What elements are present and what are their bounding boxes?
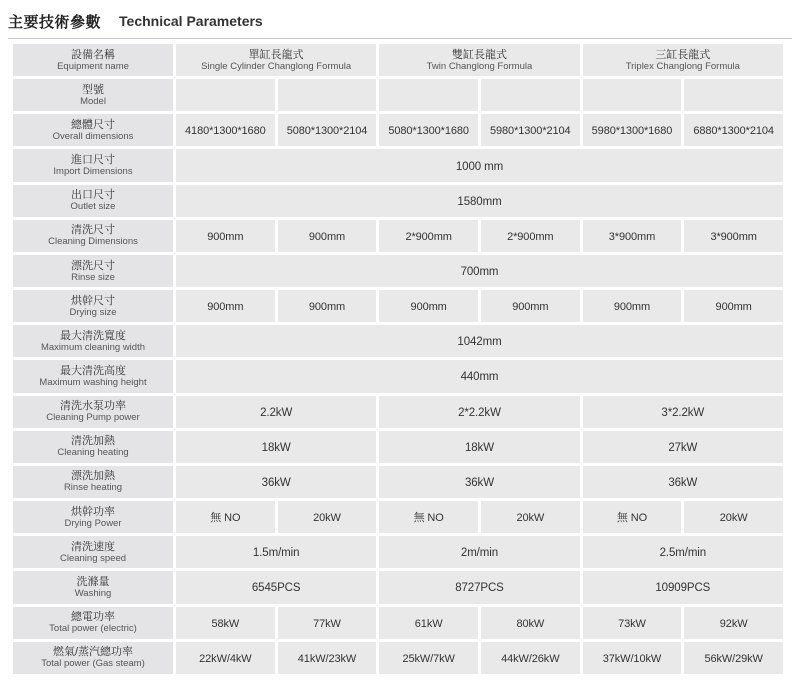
row-label-chinese: 設備名稱	[71, 48, 115, 61]
cell-value: 2*900mm	[507, 230, 554, 243]
table-cell	[684, 79, 783, 111]
table-cell	[481, 220, 580, 252]
equipment-group-single	[176, 44, 376, 76]
row-label-chinese: 最大清洗高度	[60, 364, 126, 377]
cell-value: 5080*1300*1680	[388, 125, 469, 138]
equipment-group-triplex	[583, 44, 783, 76]
cell-value: 22kW/4kW	[199, 652, 252, 665]
table-cell	[684, 501, 783, 533]
table-row	[13, 290, 783, 322]
row-label-chinese: 總體尺寸	[71, 118, 115, 131]
table-cell	[379, 642, 478, 674]
equipment-name-english: Single Cylinder Changlong Formula	[201, 60, 352, 72]
row-label-chinese: 最大清洗寬度	[60, 329, 126, 342]
cell-value: 900mm	[715, 301, 752, 314]
table-row	[13, 501, 783, 533]
cell-value: 5080*1300*2104	[286, 125, 368, 138]
row-label-english: Overall dimensions	[52, 130, 134, 142]
cell-value: 73kW	[618, 617, 646, 630]
cell-value: 900mm	[207, 301, 244, 314]
row-label-english: Equipment name	[57, 60, 129, 72]
table-row	[13, 185, 783, 217]
table-cell	[583, 79, 682, 111]
row-label-chinese: 烘幹功率	[71, 505, 115, 518]
cell-value: 440mm	[460, 371, 499, 384]
table-cell	[176, 466, 376, 498]
equipment-name-english: Twin Changlong Formula	[426, 60, 533, 72]
table-row	[13, 396, 783, 428]
cell-value: 20kW	[516, 512, 545, 525]
table-body	[13, 44, 783, 674]
cell-value: 10909PCS	[655, 582, 711, 595]
table-row	[13, 571, 783, 603]
cell-value: 無 NO	[616, 512, 648, 525]
row-label	[13, 325, 173, 357]
table-cell	[379, 607, 478, 639]
cell-value: 18kW	[261, 441, 291, 454]
table-cell	[379, 114, 478, 146]
technical-parameters-table	[10, 41, 786, 677]
row-label-chinese: 總電功率	[71, 611, 115, 624]
row-label-chinese: 漂洗加熱	[71, 470, 115, 483]
table-cell	[176, 290, 275, 322]
table-row	[13, 149, 783, 181]
cell-value: 36kW	[668, 476, 698, 489]
table-cell	[176, 220, 275, 252]
table-row	[13, 360, 783, 392]
cell-value: 900mm	[308, 230, 346, 243]
table-cell	[583, 431, 783, 463]
table-row	[13, 325, 783, 357]
row-label-chinese: 清洗速度	[71, 540, 115, 553]
table-cell	[583, 571, 783, 603]
table-cell	[176, 325, 783, 357]
row-label-english: Cleaning speed	[59, 552, 127, 564]
row-label	[13, 149, 173, 181]
equipment-name-english: Triplex Changlong Formula	[625, 60, 740, 72]
row-label	[13, 466, 173, 498]
row-label-chinese: 進口尺寸	[71, 154, 115, 167]
row-label-chinese: 烘幹尺寸	[71, 294, 115, 307]
cell-value: 3*900mm	[608, 230, 656, 243]
row-label	[13, 255, 173, 287]
row-label	[13, 290, 173, 322]
row-label-english: Cleaning heating	[57, 447, 129, 459]
table-cell	[481, 607, 580, 639]
cell-value: 1000 mm	[455, 160, 504, 173]
equipment-name-chinese: 單缸長龍式	[248, 48, 304, 61]
row-label-english: Drying size	[69, 306, 117, 318]
table-cell	[379, 79, 478, 111]
page-title-english: Technical Parameters	[119, 13, 263, 29]
cell-value: 5980*1300*2104	[490, 125, 571, 138]
table-row	[13, 536, 783, 568]
row-label-english: Cleaning Dimensions	[48, 236, 138, 248]
cell-value: 無 NO	[413, 512, 444, 525]
table-row	[13, 220, 783, 252]
cell-value: 8727PCS	[455, 582, 504, 595]
cell-value: 20kW	[313, 512, 341, 525]
table-cell	[684, 114, 783, 146]
cell-value: 無 NO	[210, 512, 241, 525]
cell-value: 3*900mm	[710, 230, 757, 243]
table-cell	[684, 290, 783, 322]
cell-value: 36kW	[261, 476, 291, 489]
cell-value: 56kW/29kW	[704, 652, 763, 665]
table-cell	[481, 290, 580, 322]
table-cell	[176, 114, 275, 146]
cell-value: 58kW	[211, 617, 240, 630]
row-label	[13, 114, 173, 146]
table-cell	[379, 220, 478, 252]
table-cell	[278, 642, 377, 674]
table-cell	[176, 360, 783, 392]
cell-value: 1.5m/min	[252, 547, 300, 560]
row-label-chinese: 清洗尺寸	[71, 224, 115, 237]
row-label	[13, 44, 173, 76]
row-label	[13, 396, 173, 428]
cell-value: 3*2.2kW	[661, 406, 705, 419]
row-label-english: Import Dimensions	[53, 166, 133, 178]
row-label	[13, 360, 173, 392]
table-cell	[583, 396, 783, 428]
table-cell	[176, 396, 376, 428]
table-row	[13, 607, 783, 639]
row-label-english: Cleaning Pump power	[46, 412, 140, 424]
table-cell	[176, 431, 376, 463]
page-header	[8, 4, 792, 39]
table-cell	[379, 501, 478, 533]
table-row	[13, 255, 783, 287]
table-cell	[176, 607, 275, 639]
table-cell	[684, 607, 783, 639]
row-label-english: Model	[80, 95, 106, 107]
cell-value: 1042mm	[457, 336, 502, 349]
cell-value: 700mm	[460, 266, 499, 279]
cell-value: 900mm	[613, 301, 651, 314]
cell-value: 6545PCS	[251, 582, 301, 595]
row-label	[13, 642, 173, 674]
equipment-name-chinese: 三缸長龍式	[655, 48, 711, 61]
row-label-chinese: 清洗水泵功率	[60, 400, 126, 413]
row-label-chinese: 出口尺寸	[71, 189, 115, 202]
row-label-english: Drying Power	[64, 517, 122, 529]
row-label-chinese: 型號	[82, 83, 104, 96]
table-cell	[176, 185, 783, 217]
table-cell	[684, 220, 783, 252]
cell-value: 2.5m/min	[659, 547, 707, 560]
row-label-chinese: 清洗加熱	[71, 435, 115, 448]
table-row	[13, 79, 783, 111]
table-cell	[379, 466, 579, 498]
cell-value: 61kW	[414, 617, 443, 630]
row-label	[13, 185, 173, 217]
table-row	[13, 114, 783, 146]
table-cell	[176, 571, 376, 603]
table-cell	[278, 501, 377, 533]
cell-value: 900mm	[410, 301, 447, 314]
table-cell	[481, 114, 580, 146]
table-cell	[278, 607, 377, 639]
cell-value: 2*900mm	[405, 230, 452, 243]
cell-value: 80kW	[516, 617, 545, 630]
row-label-english: Outlet size	[70, 201, 116, 213]
table-cell	[583, 536, 783, 568]
cell-value: 36kW	[464, 476, 494, 489]
row-label	[13, 79, 173, 111]
cell-value: 6880*1300*2104	[693, 125, 774, 138]
cell-value: 41kW/23kW	[297, 652, 357, 665]
table-cell	[379, 396, 579, 428]
table-cell	[176, 255, 783, 287]
table-cell	[583, 466, 783, 498]
cell-value: 900mm	[308, 301, 346, 314]
row-label-english: Washing	[74, 587, 112, 599]
table-cell	[176, 642, 275, 674]
cell-value: 1580mm	[457, 195, 502, 208]
table-row	[13, 642, 783, 674]
table-cell	[176, 149, 783, 181]
table-cell	[684, 642, 783, 674]
table-cell	[583, 290, 682, 322]
table-cell	[583, 642, 682, 674]
table-cell	[176, 536, 376, 568]
table-cell	[379, 431, 579, 463]
table-cell	[583, 220, 682, 252]
table-row-equipment-name	[13, 44, 783, 76]
cell-value: 27kW	[668, 441, 698, 454]
row-label-english: Maximum washing height	[39, 376, 147, 388]
table-cell	[379, 536, 579, 568]
cell-value: 2*2.2kW	[458, 406, 501, 419]
table-cell	[278, 114, 377, 146]
row-label-english: Maximum cleaning width	[40, 341, 145, 353]
table-cell	[278, 79, 377, 111]
row-label-chinese: 漂洗尺寸	[71, 259, 115, 272]
row-label-chinese: 洗滌量	[76, 575, 110, 588]
equipment-group-twin	[379, 44, 579, 76]
table-cell	[481, 501, 580, 533]
row-label-english: Total power (Gas steam)	[41, 658, 145, 670]
cell-value: 37kW/10kW	[602, 652, 662, 665]
table-cell	[176, 79, 275, 111]
row-label	[13, 501, 173, 533]
table-cell	[379, 571, 579, 603]
row-label-english: Rinse heating	[63, 482, 123, 494]
table-cell	[176, 501, 275, 533]
cell-value: 2m/min	[460, 547, 499, 560]
cell-value: 25kW/7kW	[402, 652, 455, 665]
row-label	[13, 571, 173, 603]
row-label-chinese: 燃氣/蒸汽總功率	[52, 646, 134, 659]
table-row	[13, 431, 783, 463]
row-label-english: Total power (electric)	[49, 623, 137, 635]
row-label	[13, 220, 173, 252]
row-label	[13, 431, 173, 463]
cell-value: 900mm	[207, 230, 244, 243]
cell-value: 2.2kW	[260, 406, 293, 419]
cell-value: 5980*1300*1680	[591, 125, 673, 138]
cell-value: 77kW	[313, 617, 341, 630]
row-label	[13, 536, 173, 568]
table-cell	[481, 79, 580, 111]
cell-value: 18kW	[464, 441, 494, 454]
equipment-name-chinese: 雙缸長龍式	[451, 48, 507, 61]
page-title-chinese: 主要技術參數	[8, 12, 102, 31]
cell-value: 44kW/26kW	[501, 652, 560, 665]
table-cell	[583, 501, 682, 533]
cell-value: 92kW	[719, 617, 748, 630]
row-label	[13, 607, 173, 639]
cell-value: 900mm	[512, 301, 549, 314]
table-cell	[278, 290, 377, 322]
table-row	[13, 466, 783, 498]
cell-value: 4180*1300*1680	[185, 125, 266, 138]
row-label-english: Rinse size	[71, 271, 115, 283]
cell-value: 20kW	[719, 512, 748, 525]
table-cell	[481, 642, 580, 674]
table-cell	[583, 114, 682, 146]
table-cell	[278, 220, 377, 252]
table-cell	[379, 290, 478, 322]
table-cell	[583, 607, 682, 639]
